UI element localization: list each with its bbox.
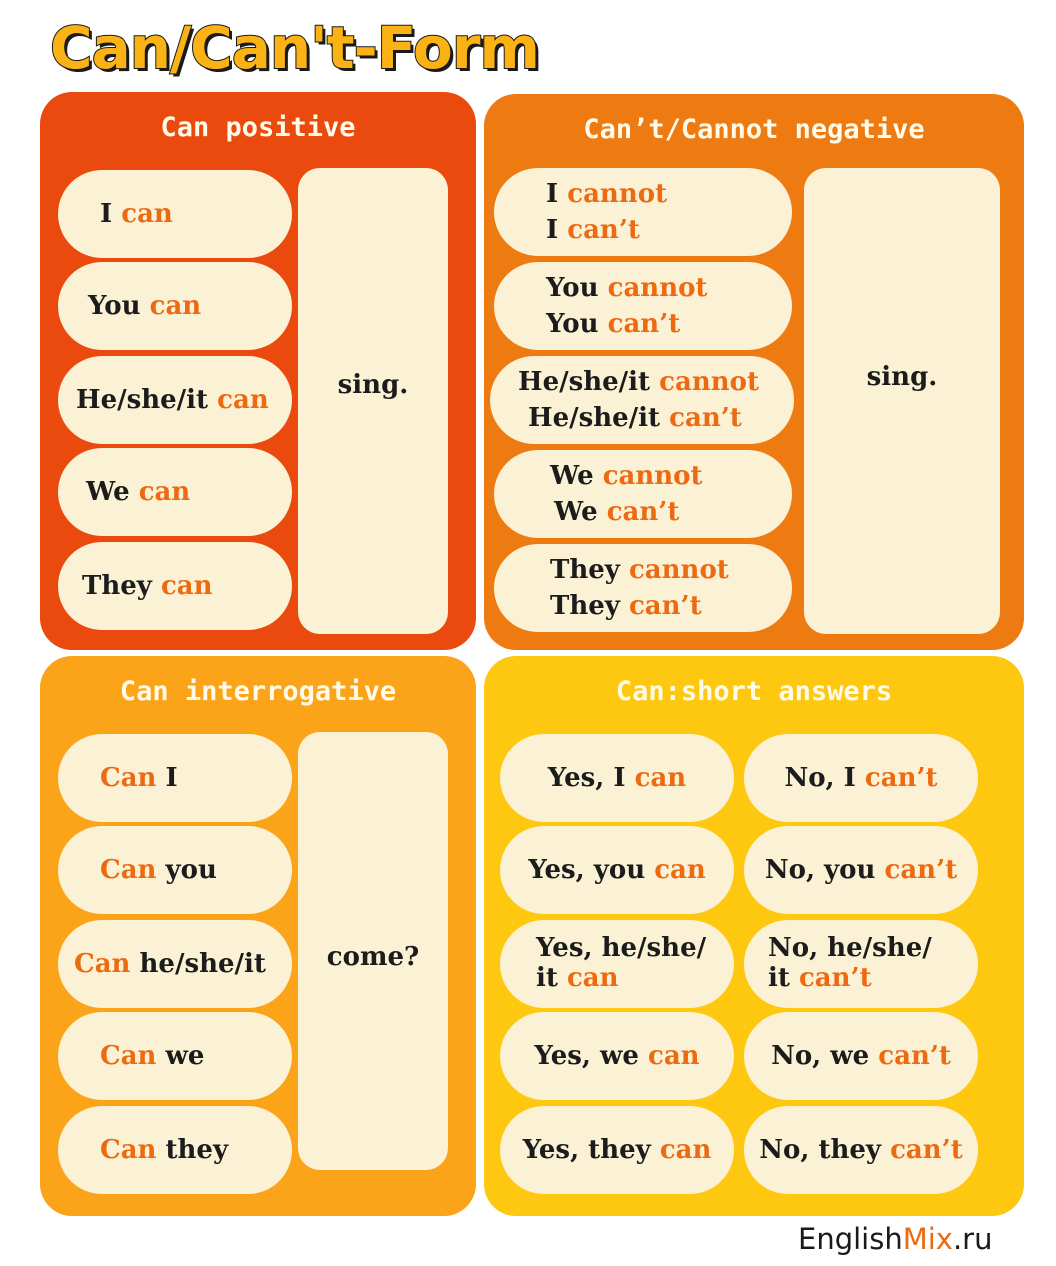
positive-panel-title: Can positive	[160, 112, 356, 143]
interrogative-row-they: Can they	[58, 1106, 292, 1194]
interrogative-row-you: Can you	[58, 826, 292, 914]
interrogative-panel-title: Can interrogative	[119, 676, 397, 707]
short-no-he-she-it: No, he/she/ it can’t	[744, 920, 978, 1008]
page-title: Can/Can't-Form	[50, 14, 539, 82]
short-no-i: No, I can’t	[744, 734, 978, 822]
negative-row-you: You cannot You can’t	[494, 262, 792, 350]
negative-row-we: We cannot We can’t	[494, 450, 792, 538]
negative-row-i: I cannot I can’t	[494, 168, 792, 256]
negative-panel	[484, 94, 1024, 650]
short-yes-he-she-it: Yes, he/she/ it can	[500, 920, 734, 1008]
positive-panel	[40, 92, 476, 650]
negative-row-he-she-it: He/she/it cannot He/she/it can’t	[490, 356, 794, 444]
positive-side-box	[298, 168, 448, 634]
short-answers-panel	[484, 656, 1024, 1216]
positive-row-they: They can	[58, 542, 292, 630]
short-no-you: No, you can’t	[744, 826, 978, 914]
interrogative-row-he-she-it: Can he/she/it	[58, 920, 292, 1008]
short-yes-they: Yes, they can	[500, 1106, 734, 1194]
short-answers-panel-title: Can:short answers	[615, 676, 893, 707]
short-yes-we: Yes, we can	[500, 1012, 734, 1100]
positive-side-label: sing.	[337, 370, 409, 400]
interrogative-row-we: Can we	[58, 1012, 292, 1100]
interrogative-side-label: come?	[326, 942, 420, 972]
interrogative-row-i: Can I	[58, 734, 292, 822]
positive-row-we: We can	[58, 448, 292, 536]
interrogative-side-box	[298, 732, 448, 1170]
brand-logo: EnglishMix.ru	[798, 1222, 993, 1256]
short-no-they: No, they can’t	[744, 1106, 978, 1194]
negative-side-box	[804, 168, 1000, 634]
short-yes-you: Yes, you can	[500, 826, 734, 914]
positive-row-you: You can	[58, 262, 292, 350]
negative-panel-title: Can’t/Cannot negative	[583, 114, 925, 145]
positive-row-i: I can	[58, 170, 292, 258]
negative-row-they: They cannot They can’t	[494, 544, 792, 632]
short-yes-i: Yes, I can	[500, 734, 734, 822]
negative-side-label: sing.	[866, 362, 938, 392]
positive-row-he-she-it: He/she/it can	[58, 356, 292, 444]
interrogative-panel	[40, 656, 476, 1216]
short-no-we: No, we can’t	[744, 1012, 978, 1100]
